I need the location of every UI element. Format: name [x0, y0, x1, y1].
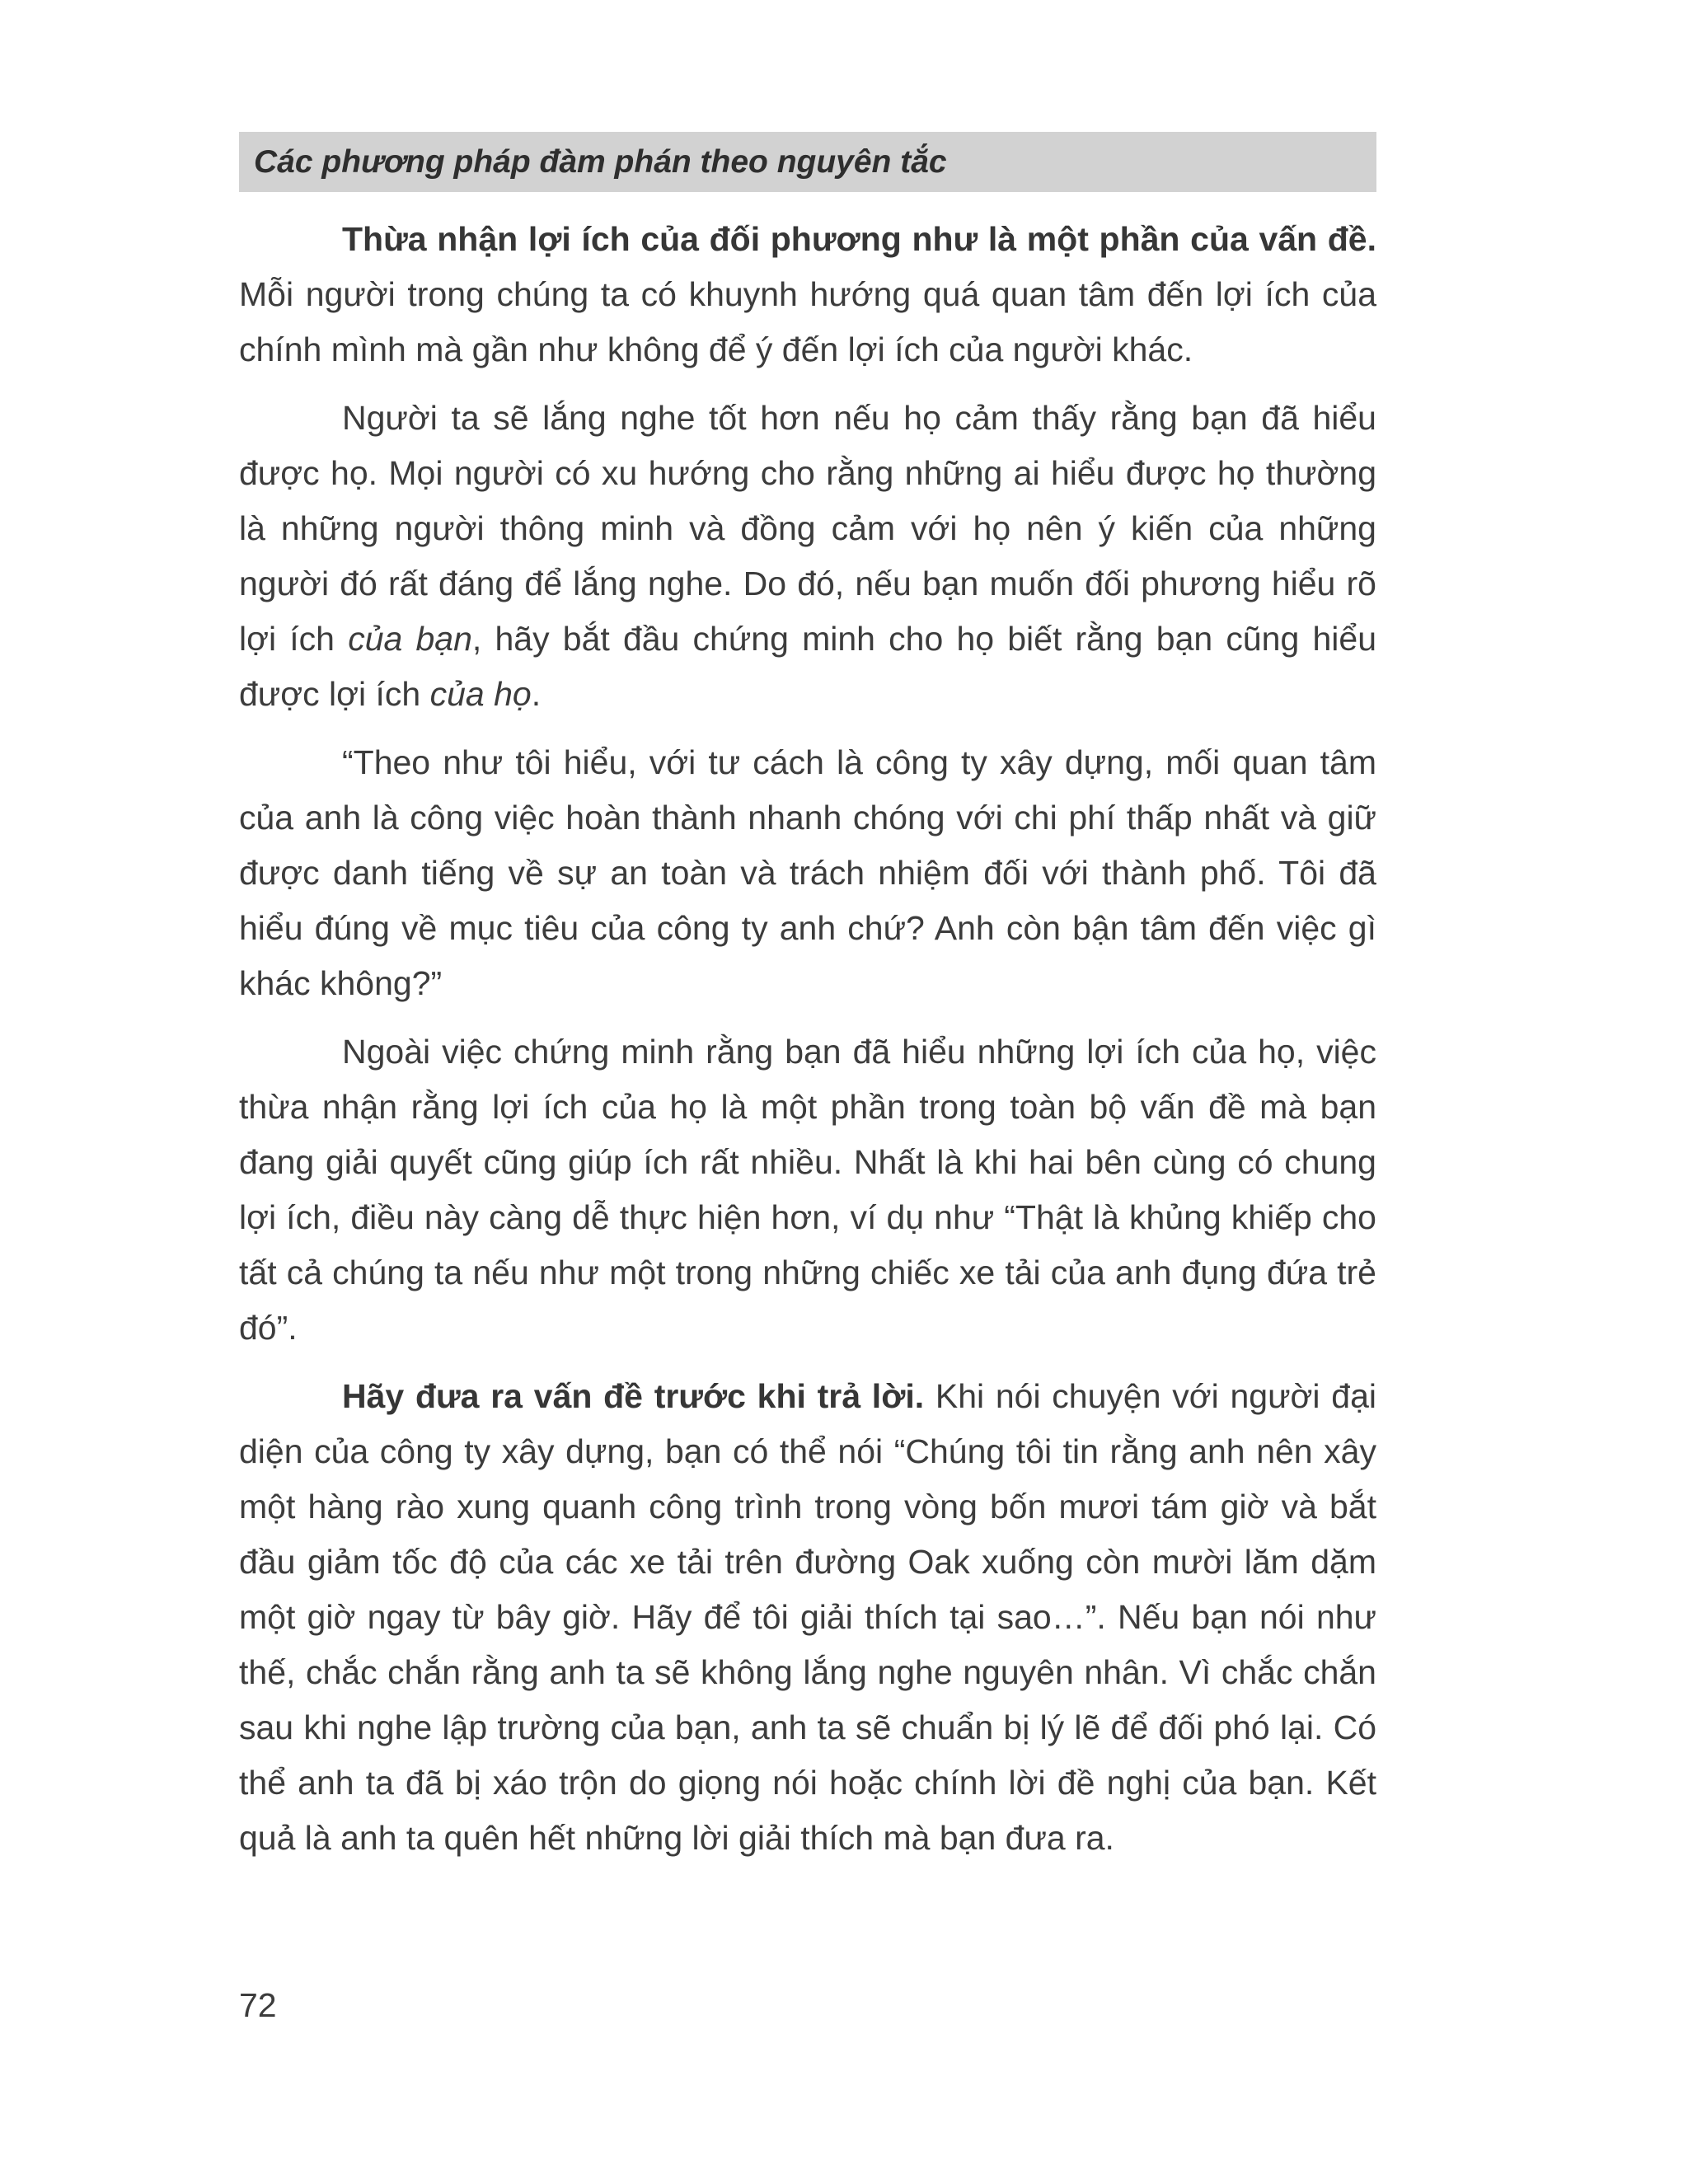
chapter-title: Các phương pháp đàm phán theo nguyên tắc	[254, 144, 947, 180]
chapter-header-bar	[239, 132, 1376, 192]
body-text	[239, 212, 1376, 1879]
paragraph-2	[239, 391, 1376, 722]
paragraph-1-lead: Thừa nhận lợi ích của đối phương như là một phần của vấn đề.	[342, 220, 1376, 258]
paragraph-5-lead: Hãy đưa ra vấn đề trước khi trả lời.	[342, 1377, 925, 1415]
paragraph-2-part1: Người ta sẽ lắng nghe tốt hơn nếu họ cảm thấy rằng bạn đã hiểu được họ. Mọi người có xu hướng cho rằng những ai hiểu được họ thường là những người thông minh và đồng cảm với họ nên ý kiến của những người đó rất đáng để lắng nghe. Do đó, nếu bạn muốn đối phương hiểu rõ lợi ích	[239, 399, 1376, 658]
paragraph-4: Ngoài việc chứng minh rằng bạn đã hiểu những lợi ích của họ, việc thừa nhận rằng lợi ích của họ là một phần trong toàn bộ vấn đề mà bạn đang giải quyết cũng giúp ích rất nhiều. Nhất là khi hai bên cùng có chung lợi ích, điều này càng dễ thực hiện hơn, ví dụ như “Thật là khủng khiếp cho tất cả chúng ta nếu như một trong những chiếc xe tải của anh đụng đứa trẻ đó”.	[239, 1033, 1376, 1347]
paragraph-1-text: Mỗi người trong chúng ta có khuynh hướng quá quan tâm đến lợi ích của chính mình mà gần như không để ý đến lợi ích của người khác.	[239, 275, 1376, 368]
paragraph-5-text: Khi nói chuyện với người đại diện của công ty xây dựng, bạn có thể nói “Chúng tôi tin rằng anh nên xây một hàng rào xung quanh công trình trong vòng bốn mươi tám giờ và bắt đầu giảm tốc độ của các xe tải trên đường Oak xuống còn mười lăm dặm một giờ ngay từ bây giờ. Hãy để tôi giải thích tại sao…”. Nếu bạn nói như thế, chắc chắn rằng anh ta sẽ không lắng nghe nguyên nhân. Vì chắc chắn sau khi nghe lập trường của bạn, anh ta sẽ chuẩn bị lý lẽ để đối phó lại. Có thể anh ta đã bị xáo trộn do giọng nói hoặc chính lời đề nghị của bạn. Kết quả là anh ta quên hết những lời giải thích mà bạn đưa ra.	[239, 1377, 1376, 1857]
page-number: 72	[239, 1986, 277, 2024]
paragraph-5	[239, 1369, 1376, 1866]
paragraph-1	[239, 212, 1376, 377]
paragraph-2-emphasis-1: của bạn	[348, 620, 472, 658]
paragraph-2-part3: .	[531, 675, 542, 713]
paragraph-3-quote: “Theo như tôi hiểu, với tư cách là công ty xây dựng, mối quan tâm của anh là công việc hoàn thành nhanh chóng với chi phí thấp nhất và giữ được danh tiếng về sự an toàn và trách nhiệm đối với thành phố. Tôi đã hiểu đúng về mục tiêu của công ty anh chứ? Anh còn bận tâm đến việc gì khác không?”	[239, 743, 1376, 1002]
paragraph-2-part2: , hãy bắt đầu chứng minh cho họ biết rằng bạn cũng hiểu được lợi ích	[239, 620, 1376, 713]
paragraph-2-emphasis-2: của họ	[429, 675, 532, 713]
